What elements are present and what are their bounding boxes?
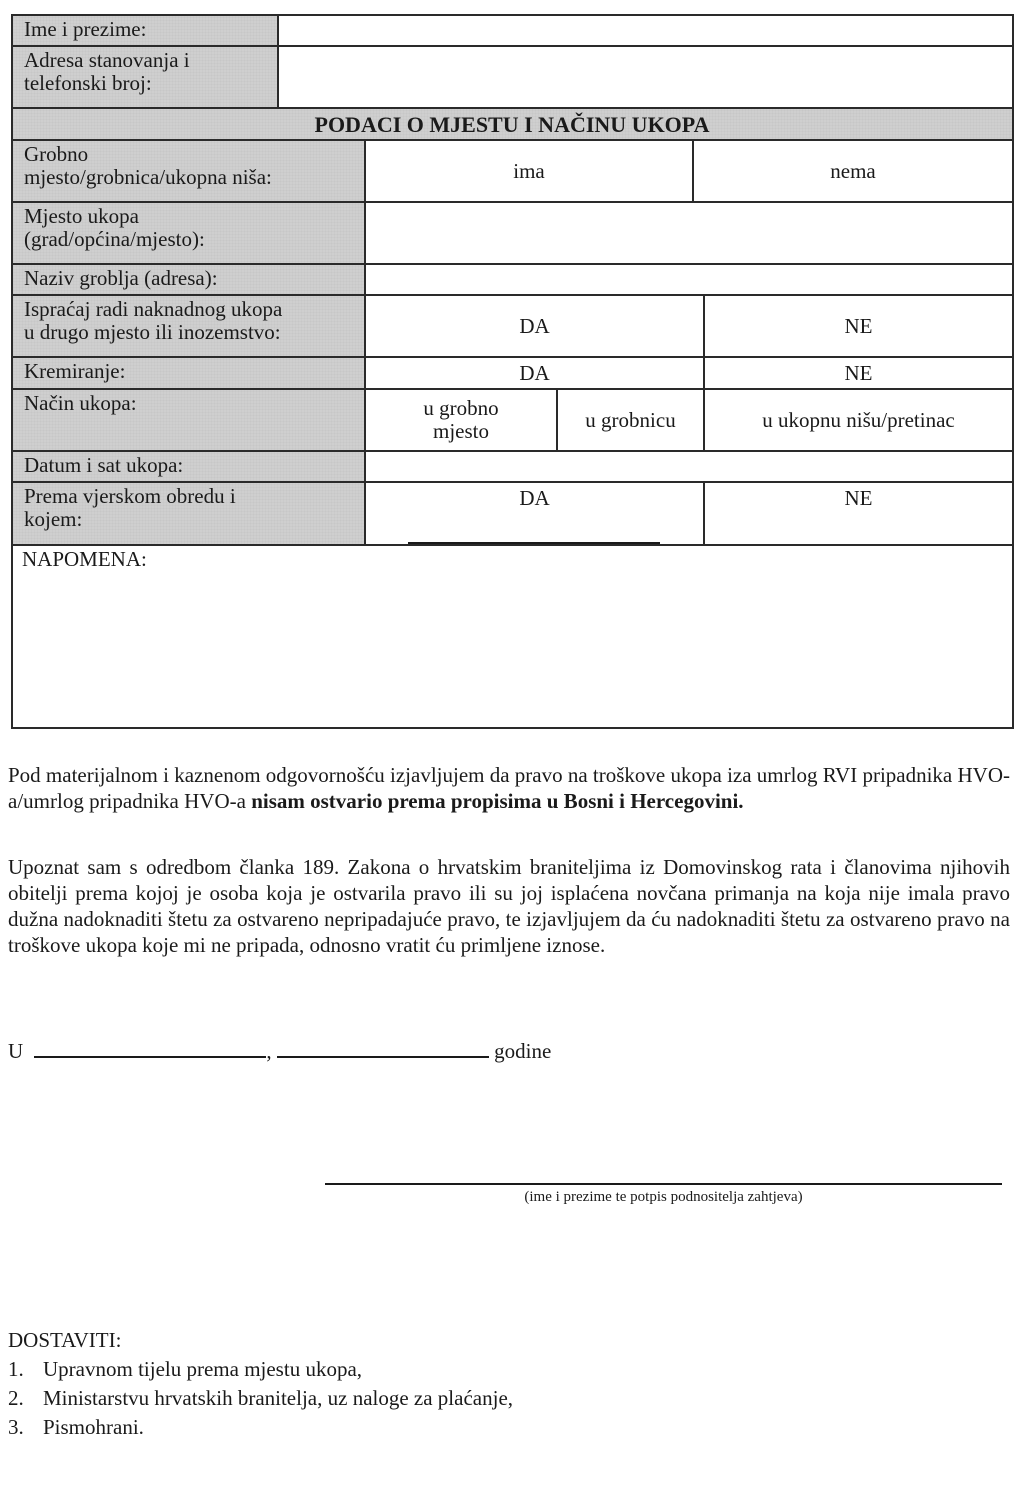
address-label-line2: telefonski broj:	[24, 71, 152, 95]
table-rule	[11, 388, 1014, 390]
place-date-line	[8, 1036, 551, 1064]
grave-label-cell	[12, 141, 364, 201]
declaration-text-2: Upoznat sam s odredbom članka 189. Zakona o hrvatskim braniteljima iz Domovinskog rata i članovima njihovih obitelji prema kojoj je osoba koja je ostvarila pravo ili su joj isplaćena novčana primanja na koja nije imala pravo dužna nadoknaditi štetu za ostvareno nepripadajuće pravo, te izjavljujem da ću nadoknaditi štetu za ostvareno pravo na troškove ukopa koje mi ne pripada, odnosno vratit ću primljene iznose.	[8, 855, 1010, 957]
date-input[interactable]	[277, 1036, 489, 1058]
farewell-option-no[interactable]	[705, 296, 1012, 356]
delivery-item-number: 3.	[8, 1415, 24, 1439]
religious-yes-label: DA	[519, 486, 550, 510]
table-rule	[11, 45, 1014, 47]
cremation-option-yes[interactable]	[366, 358, 703, 388]
farewell-option-yes[interactable]	[366, 296, 703, 356]
delivery-item	[8, 1413, 513, 1442]
table-rule	[11, 263, 1014, 265]
table-col-divider	[703, 481, 705, 546]
place-input[interactable]	[34, 1036, 266, 1058]
table-rule	[11, 294, 1014, 296]
table-col-divider	[277, 14, 279, 109]
cemetery-label-cell	[12, 265, 364, 294]
place-date-separator: ,	[266, 1039, 272, 1063]
signature-caption	[325, 1188, 1002, 1206]
note-label: NAPOMENA:	[22, 547, 147, 571]
religious-label-line2: kojem:	[24, 507, 83, 531]
table-border-top	[11, 14, 1014, 16]
place-prefix: U	[8, 1039, 24, 1063]
grave-option-yes-label: ima	[513, 158, 545, 183]
name-label-cell	[12, 16, 277, 46]
burial-place-label-cell	[12, 203, 364, 263]
burial-method-option-tomb[interactable]	[558, 390, 703, 450]
table-rule	[11, 544, 1014, 546]
delivery-item	[8, 1355, 513, 1384]
burial-method-label: Način ukopa:	[24, 391, 137, 415]
table-rule	[11, 481, 1014, 483]
grave-option-yes[interactable]	[366, 141, 692, 201]
burial-method-option-grave[interactable]	[366, 390, 556, 450]
cemetery-label: Naziv groblja (adresa):	[24, 266, 218, 290]
cremation-label: Kremiranje:	[24, 359, 126, 383]
cremation-yes-label: DA	[519, 360, 550, 385]
datetime-label: Datum i sat ukopa:	[24, 453, 184, 477]
note-box[interactable]	[12, 546, 1012, 727]
delivery-item-text: Upravnom tijelu prema mjestu ukopa,	[43, 1357, 363, 1381]
cremation-no-label: NE	[844, 360, 873, 385]
burial-method-opt2-label: u grobnicu	[585, 407, 676, 432]
declaration-paragraph-2	[8, 854, 1010, 958]
datetime-input[interactable]	[366, 452, 1012, 481]
signature-caption-text: (ime i prezime te potpis podnositelja zahtjeva)	[524, 1189, 803, 1205]
grave-option-no-label: nema	[830, 158, 876, 183]
name-label: Ime i prezime:	[24, 17, 147, 41]
year-suffix: godine	[494, 1039, 552, 1063]
table-border-right	[1012, 14, 1014, 729]
burial-place-input[interactable]	[366, 203, 1012, 263]
burial-method-label-cell	[12, 390, 364, 450]
address-label-line1: Adresa stanovanja i	[24, 48, 190, 72]
table-rule	[11, 356, 1014, 358]
section-header-title: PODACI O MJESTU I NAČINU UKOPA	[314, 112, 710, 137]
delivery-item-text: Ministarstvu hrvatskih branitelja, uz naloge za plaćanje,	[43, 1386, 514, 1410]
section-header	[12, 109, 1012, 140]
cremation-label-cell	[12, 358, 364, 388]
table-col-divider	[364, 139, 366, 546]
table-border-bottom	[11, 727, 1014, 729]
grave-option-no[interactable]	[694, 141, 1012, 201]
signature-line[interactable]	[325, 1183, 1002, 1185]
grave-label-line2: mjesto/grobnica/ukopna niša:	[24, 165, 272, 189]
table-rule	[11, 450, 1014, 452]
delivery-item-number: 2.	[8, 1386, 24, 1410]
religious-label-line1: Prema vjerskom obredu i	[24, 484, 236, 508]
delivery-section	[8, 1326, 513, 1442]
farewell-yes-label: DA	[519, 313, 550, 338]
address-input[interactable]	[279, 47, 1012, 107]
declaration-text: Pod materijalnom i kaznenom odgovornošću izjavljujem da pravo na troškove ukopa iza umrlog RVI pripadnika HVO-a/umrlog pripadnika HVO-a	[8, 763, 1010, 813]
table-border-left	[11, 14, 13, 729]
religious-label-cell	[12, 483, 364, 544]
burial-method-option-niche[interactable]	[705, 390, 1012, 450]
delivery-item-text: Pismohrani.	[43, 1415, 144, 1439]
burial-place-label-line1: Mjesto ukopa	[24, 204, 139, 228]
delivery-item	[8, 1384, 513, 1413]
address-label-cell	[12, 47, 277, 107]
farewell-label-line2: u drugo mjesto ili inozemstvo:	[24, 320, 281, 344]
delivery-item-number: 1.	[8, 1357, 24, 1381]
table-col-divider	[556, 388, 558, 452]
burial-method-opt1-line1: u grobno	[423, 396, 499, 420]
table-rule	[11, 107, 1014, 109]
cremation-option-no[interactable]	[705, 358, 1012, 388]
cemetery-input[interactable]	[366, 265, 1012, 294]
declaration-paragraph-1	[8, 762, 1010, 814]
farewell-label-cell	[12, 296, 364, 356]
table-rule	[11, 201, 1014, 203]
religious-option-no[interactable]	[705, 483, 1012, 544]
religious-no-label: NE	[844, 486, 873, 510]
declaration-bold-text: nisam ostvario prema propisima u Bosni i Hercegovini.	[251, 789, 744, 813]
religious-option-yes[interactable]	[366, 483, 703, 544]
table-col-divider	[692, 139, 694, 203]
farewell-label-line1: Ispraćaj radi naknadnog ukopa	[24, 297, 283, 321]
name-input[interactable]	[279, 16, 1012, 46]
delivery-title: DOSTAVITI:	[8, 1328, 122, 1352]
burial-method-opt3-label: u ukopnu nišu/pretinac	[762, 407, 955, 432]
datetime-label-cell	[12, 452, 364, 481]
burial-method-opt1-line2: mjesto	[433, 419, 489, 443]
farewell-no-label: NE	[844, 313, 873, 338]
grave-label-line1: Grobno	[24, 142, 89, 166]
table-rule	[11, 139, 1014, 141]
burial-place-label-line2: (grad/općina/mjesto):	[24, 227, 205, 251]
table-col-divider	[703, 294, 705, 452]
